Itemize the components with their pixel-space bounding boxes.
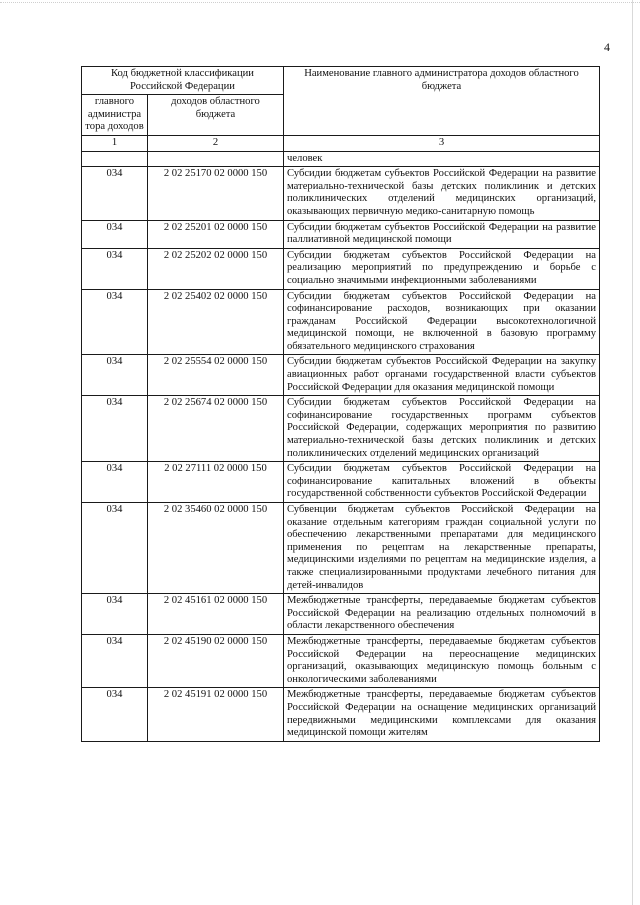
income-code-cell: 2 02 45161 02 0000 150 [148, 594, 284, 635]
table-row [82, 396, 600, 462]
admin-code-cell: 034 [82, 462, 148, 503]
income-code-cell: 2 02 35460 02 0000 150 [148, 503, 284, 594]
income-name-cell: Субсидии бюджетам субъектов Российской Федерации на развитие материально-технической базы детских поликлиник и детских поликлинических отделений медицинских организаций, оказывающих первичную медико-санитарную помощь [284, 167, 600, 220]
continuation-text: человек [284, 151, 600, 167]
budget-classification-table [81, 66, 600, 742]
scan-edge-dots [0, 2, 640, 7]
continuation-row [82, 151, 600, 167]
header-col-name: Наименование главного администратора доходов областного бюджета [284, 67, 600, 136]
admin-code-cell: 034 [82, 503, 148, 594]
table-row [82, 503, 600, 594]
income-code-cell: 2 02 45190 02 0000 150 [148, 634, 284, 687]
income-code-cell: 2 02 25402 02 0000 150 [148, 289, 284, 355]
header-col-income: доходов областного бюджета [148, 95, 284, 136]
header-col-admin: главного администра тора доходов [82, 95, 148, 136]
column-number: 3 [284, 135, 600, 151]
income-code-cell: 2 02 25202 02 0000 150 [148, 248, 284, 289]
table-row [82, 634, 600, 687]
empty-cell [148, 151, 284, 167]
table-row [82, 594, 600, 635]
column-number: 2 [148, 135, 284, 151]
income-name-cell: Субсидии бюджетам субъектов Российской Федерации на софинансирование расходов, возникающих при оказании гражданам Российской Федерации высокотехнологичной медицинской помощи, не включенной в базовую программу обязательного медицинского страхования [284, 289, 600, 355]
income-name-cell: Межбюджетные трансферты, передаваемые бюджетам субъектов Российской Федерации на оснащение медицинских организаций передвижными медицинскими комплексами для оказания медицинской помощи жителям [284, 688, 600, 741]
income-code-cell: 2 02 25201 02 0000 150 [148, 220, 284, 248]
income-name-cell: Субсидии бюджетам субъектов Российской Федерации на развитие паллиативной медицинской помощи [284, 220, 600, 248]
income-code-cell: 2 02 25170 02 0000 150 [148, 167, 284, 220]
admin-code-cell: 034 [82, 634, 148, 687]
page-number: 4 [604, 40, 610, 54]
income-name-cell: Субвенции бюджетам субъектов Российской Федерации на оказание отдельным категориям граждан социальной услуги по обеспечению лекарственными препаратами для медицинского применения по рецептам на лекарственные препараты, медицинскими изделиями по рецептам на медицинские изделия, а также специализированными продуктами лечебного питания для детей-инвалидов [284, 503, 600, 594]
table-row [82, 462, 600, 503]
admin-code-cell: 034 [82, 248, 148, 289]
admin-code-cell: 034 [82, 396, 148, 462]
admin-code-cell: 034 [82, 355, 148, 396]
table-row [82, 220, 600, 248]
admin-code-cell: 034 [82, 220, 148, 248]
admin-code-cell: 034 [82, 289, 148, 355]
table-row [82, 248, 600, 289]
admin-code-cell: 034 [82, 167, 148, 220]
header-group-label: Код бюджетной классификации Российской Федерации [82, 67, 284, 95]
scan-edge-line [632, 0, 633, 905]
income-code-cell: 2 02 45191 02 0000 150 [148, 688, 284, 741]
income-name-cell: Межбюджетные трансферты, передаваемые бюджетам субъектов Российской Федерации на реализацию отдельных полномочий в области лекарственного обеспечения [284, 594, 600, 635]
admin-code-cell: 034 [82, 594, 148, 635]
income-name-cell: Межбюджетные трансферты, передаваемые бюджетам субъектов Российской Федерации на переоснащение медицинских организаций, оказывающих медицинскую помощь больным с онкологическими заболеваниями [284, 634, 600, 687]
income-name-cell: Субсидии бюджетам субъектов Российской Федерации на реализацию мероприятий по предупреждению и борьбе с социально значимыми инфекционными заболеваниями [284, 248, 600, 289]
table-row [82, 167, 600, 220]
income-code-cell: 2 02 27111 02 0000 150 [148, 462, 284, 503]
income-name-cell: Субсидии бюджетам субъектов Российской Федерации на софинансирование государственных программ субъектов Российской Федерации, содержащих мероприятия по развитию материально-технической базы детских поликлиник и детских поликлинических отделений медицинских организаций [284, 396, 600, 462]
table-row [82, 289, 600, 355]
column-number: 1 [82, 135, 148, 151]
empty-cell [82, 151, 148, 167]
table-row [82, 355, 600, 396]
income-name-cell: Субсидии бюджетам субъектов Российской Федерации на софинансирование капитальных вложений в объекты государственной собственности субъектов Российской Федерации [284, 462, 600, 503]
income-name-cell: Субсидии бюджетам субъектов Российской Федерации на закупку авиационных работ органами государственной власти субъектов Российской Федерации для оказания медицинской помощи [284, 355, 600, 396]
admin-code-cell: 034 [82, 688, 148, 741]
income-code-cell: 2 02 25554 02 0000 150 [148, 355, 284, 396]
income-code-cell: 2 02 25674 02 0000 150 [148, 396, 284, 462]
table-row [82, 688, 600, 741]
